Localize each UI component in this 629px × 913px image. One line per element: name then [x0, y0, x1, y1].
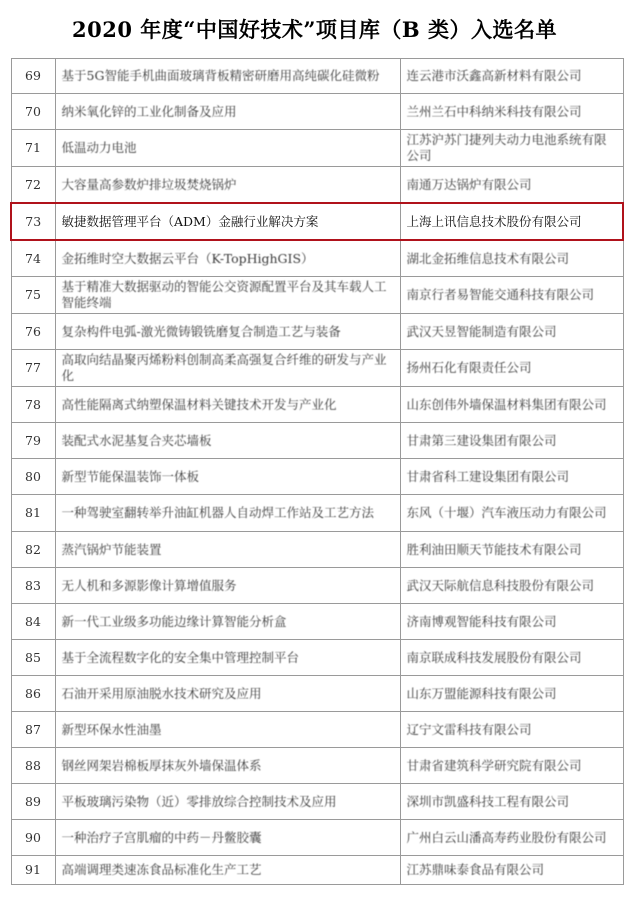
table-row-86 [11, 676, 623, 712]
company-name: 济南博观智能科技有限公司 [400, 604, 623, 640]
project-name: 石油开采用原油脱水技术研究及应用 [55, 676, 400, 712]
project-name: 新型节能保温装饰一体板 [55, 459, 400, 495]
table-row-70 [11, 94, 623, 130]
company-name: 江苏沪苏门捷列夫动力电池系统有限公司 [400, 130, 623, 167]
project-name: 金拓维时空大数据云平台（K-TopHighGIS） [55, 240, 400, 277]
company-name: 上海上讯信息技术股份有限公司 [400, 203, 623, 240]
company-name: 甘肃第三建设集团有限公司 [400, 423, 623, 459]
project-name: 新一代工业级多功能边缘计算智能分析盒 [55, 604, 400, 640]
table-row-72 [11, 167, 623, 204]
company-name: 扬州石化有限责任公司 [400, 350, 623, 387]
company-name: 连云港市沃鑫高新材料有限公司 [400, 59, 623, 94]
table-row-90 [11, 820, 623, 856]
row-number: 86 [11, 676, 55, 712]
company-name: 东风（十堰）汽车液压动力有限公司 [400, 495, 623, 532]
project-name: 敏捷数据管理平台（ADM）金融行业解决方案 [55, 203, 400, 240]
table-row-91 [11, 856, 623, 885]
row-number: 77 [11, 350, 55, 387]
project-name: 平板玻璃污染物（近）零排放综合控制技术及应用 [55, 784, 400, 820]
row-number: 74 [11, 240, 55, 277]
project-name: 基于精准大数据驱动的智能公交资源配置平台及其车载人工智能终端 [55, 277, 400, 314]
company-name: 山东创伟外墙保温材料集团有限公司 [400, 387, 623, 423]
project-name: 基于全流程数字化的安全集中管理控制平台 [55, 640, 400, 676]
table-row-85 [11, 640, 623, 676]
table-row-83 [11, 568, 623, 604]
company-name: 江苏鼎味泰食品有限公司 [400, 856, 623, 885]
project-name: 复杂构件电弧-激光微铸锻铣磨复合制造工艺与装备 [55, 314, 400, 350]
project-name: 蒸汽锅炉节能装置 [55, 532, 400, 568]
table-row-73-highlighted [11, 203, 623, 240]
project-name: 装配式水泥基复合夹芯墙板 [55, 423, 400, 459]
row-number: 83 [11, 568, 55, 604]
table-row-74 [11, 240, 623, 277]
row-number: 73 [11, 203, 55, 240]
table-row-78 [11, 387, 623, 423]
row-number: 79 [11, 423, 55, 459]
row-number: 89 [11, 784, 55, 820]
company-name: 武汉天昱智能制造有限公司 [400, 314, 623, 350]
project-name: 高性能隔离式纳塑保温材料关键技术开发与产业化 [55, 387, 400, 423]
project-name: 新型环保水性油墨 [55, 712, 400, 748]
row-number: 85 [11, 640, 55, 676]
project-name: 纳米氧化锌的工业化制备及应用 [55, 94, 400, 130]
project-name: 无人机和多源影像计算增值服务 [55, 568, 400, 604]
project-name: 一种驾驶室翻转举升油缸机器人自动焊工作站及工艺方法 [55, 495, 400, 532]
row-number: 76 [11, 314, 55, 350]
company-name: 南京行者易智能交通科技有限公司 [400, 277, 623, 314]
company-name: 深圳市凯盛科技工程有限公司 [400, 784, 623, 820]
table-row-75 [11, 277, 623, 314]
table-row-79 [11, 423, 623, 459]
row-number: 78 [11, 387, 55, 423]
row-number: 88 [11, 748, 55, 784]
row-number: 82 [11, 532, 55, 568]
company-name: 南京联成科技发展股份有限公司 [400, 640, 623, 676]
row-number: 71 [11, 130, 55, 167]
table-row-87 [11, 712, 623, 748]
row-number: 80 [11, 459, 55, 495]
company-name: 湖北金拓维信息技术有限公司 [400, 240, 623, 277]
table-row-81 [11, 495, 623, 532]
company-name: 广州白云山潘高寿药业股份有限公司 [400, 820, 623, 856]
selection-table-container [10, 58, 622, 885]
table-row-80 [11, 459, 623, 495]
table-row-89 [11, 784, 623, 820]
project-name: 大容量高参数炉排垃圾焚烧锅炉 [55, 167, 400, 204]
company-name: 南通万达锅炉有限公司 [400, 167, 623, 204]
project-name: 钢丝网架岩棉板厚抹灰外墙保温体系 [55, 748, 400, 784]
row-number: 72 [11, 167, 55, 204]
project-name: 基于5G智能手机曲面玻璃背板精密研磨用高纯碳化硅微粉 [55, 59, 400, 94]
project-name: 一种治疗子宫肌瘤的中药－丹鳖胶囊 [55, 820, 400, 856]
row-number: 69 [11, 59, 55, 94]
company-name: 武汉天际航信息科技股份有限公司 [400, 568, 623, 604]
table-row-76 [11, 314, 623, 350]
row-number: 84 [11, 604, 55, 640]
company-name: 甘肃省建筑科学研究院有限公司 [400, 748, 623, 784]
project-name: 高端调理类速冻食品标准化生产工艺 [55, 856, 400, 885]
document-title: 2020 年度“中国好技术”项目库（B 类）入选名单 [72, 17, 557, 42]
row-number: 90 [11, 820, 55, 856]
company-name: 兰州兰石中科纳米科技有限公司 [400, 94, 623, 130]
row-number: 87 [11, 712, 55, 748]
company-name: 胜利油田顺天节能技术有限公司 [400, 532, 623, 568]
company-name: 辽宁文雷科技有限公司 [400, 712, 623, 748]
selection-table [10, 58, 624, 885]
row-number: 75 [11, 277, 55, 314]
row-number: 81 [11, 495, 55, 532]
row-number: 91 [11, 856, 55, 885]
table-row-71 [11, 130, 623, 167]
table-row-84 [11, 604, 623, 640]
row-number: 70 [11, 94, 55, 130]
project-name: 高取向结晶聚丙烯粉料创制高柔高强复合纤维的研发与产业化 [55, 350, 400, 387]
company-name: 山东万盟能源科技有限公司 [400, 676, 623, 712]
table-row-88 [11, 748, 623, 784]
company-name: 甘肃省科工建设集团有限公司 [400, 459, 623, 495]
table-row-82 [11, 532, 623, 568]
project-name: 低温动力电池 [55, 130, 400, 167]
table-row-77 [11, 350, 623, 387]
table-row-69 [11, 59, 623, 94]
